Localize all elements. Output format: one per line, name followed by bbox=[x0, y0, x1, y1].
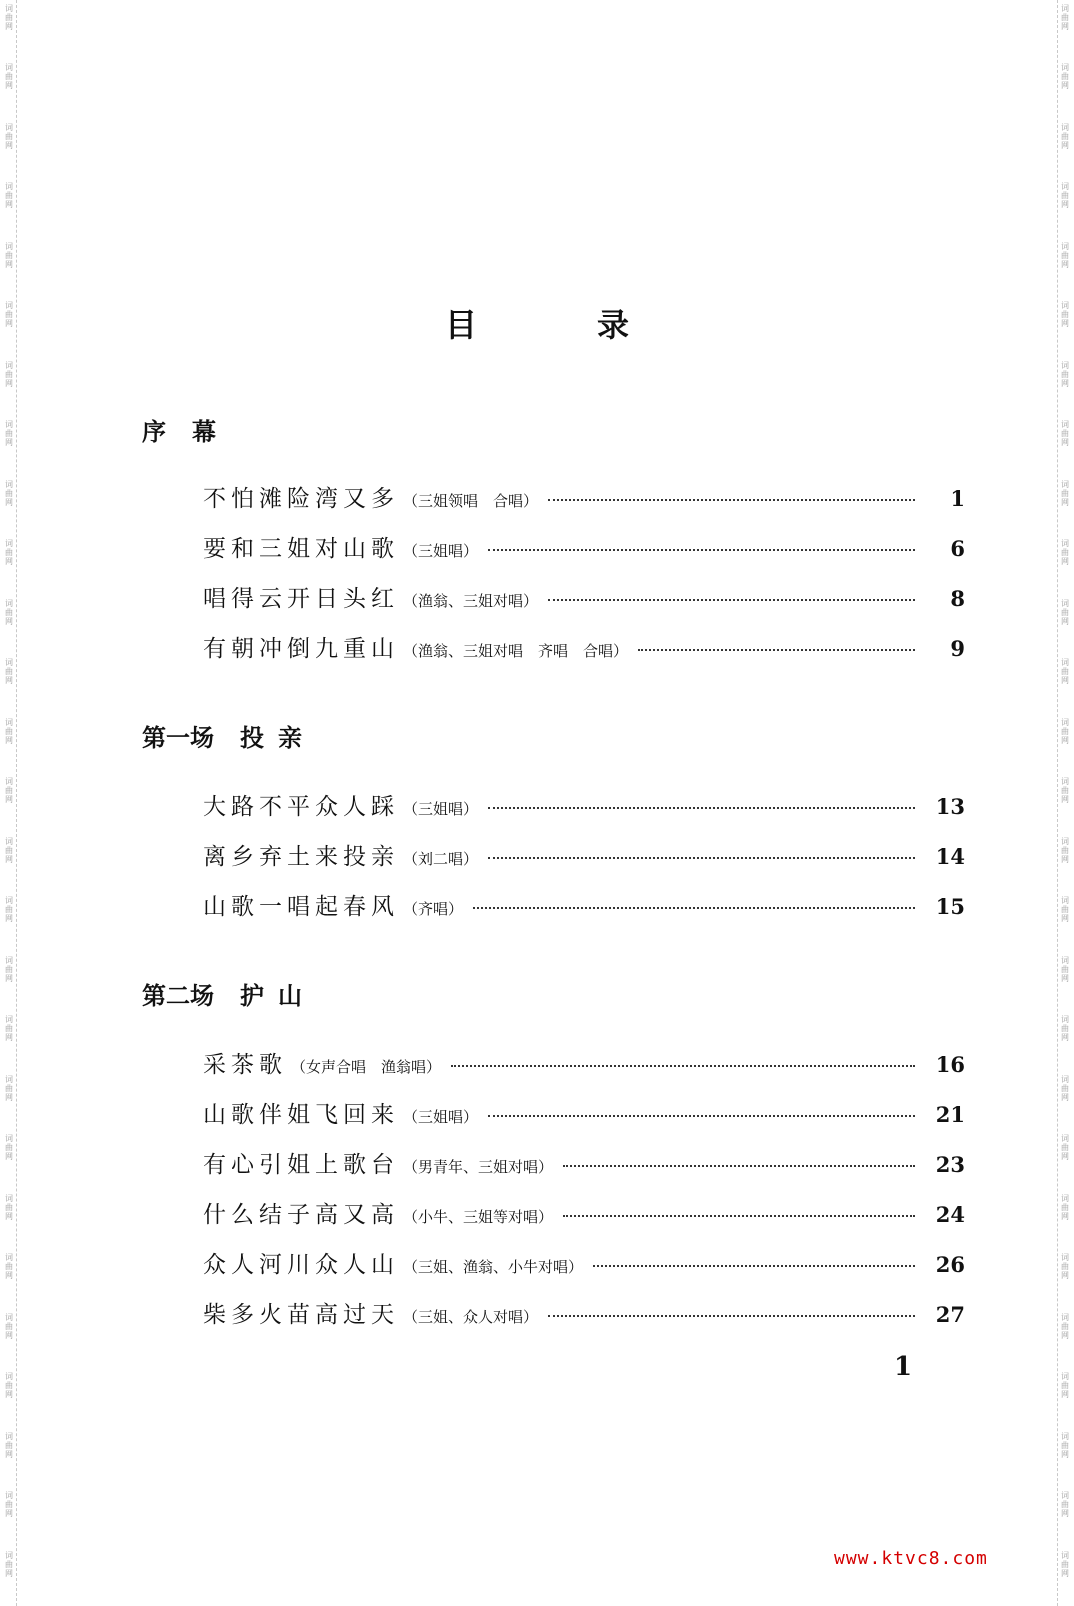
watermark-group bbox=[5, 1130, 13, 1189]
watermark-char: 曲 bbox=[5, 1262, 13, 1272]
watermark-group bbox=[1061, 1547, 1069, 1606]
watermark-char: 网 bbox=[5, 259, 13, 269]
watermark-group bbox=[1061, 1011, 1069, 1070]
watermark-char: 曲 bbox=[1061, 548, 1069, 558]
toc-entry bbox=[203, 1196, 965, 1228]
section-name: 投亲 bbox=[240, 724, 316, 752]
watermark-char: 词 bbox=[1061, 479, 1069, 489]
watermark-char: 词 bbox=[5, 122, 13, 132]
watermark-char: 曲 bbox=[1061, 1143, 1069, 1153]
watermark-char: 网 bbox=[5, 81, 13, 91]
watermark-char: 网 bbox=[5, 22, 13, 31]
watermark-char: 词 bbox=[1061, 241, 1069, 251]
watermark-char: 网 bbox=[1061, 616, 1069, 626]
watermark-char: 网 bbox=[1061, 378, 1069, 388]
section-name: 幕 bbox=[192, 418, 230, 446]
watermark-char: 曲 bbox=[1061, 1202, 1069, 1212]
section-label: 序 bbox=[142, 418, 166, 446]
watermark-group bbox=[1061, 238, 1069, 297]
watermark-group bbox=[5, 1368, 13, 1427]
leader-dots bbox=[638, 649, 915, 651]
title-char: 目 bbox=[444, 306, 477, 344]
watermark-char: 网 bbox=[5, 616, 13, 626]
watermark-char: 词 bbox=[5, 896, 13, 906]
page-number: 24 bbox=[935, 1202, 965, 1227]
toc-entry bbox=[203, 1046, 965, 1078]
watermark-group bbox=[1061, 595, 1069, 654]
watermark-char: 词 bbox=[1061, 598, 1069, 608]
watermark-char: 词 bbox=[5, 658, 13, 668]
watermark-group bbox=[1061, 714, 1069, 773]
watermark-char: 词 bbox=[1061, 717, 1069, 727]
song-note: （三姐、众人对唱） bbox=[403, 1308, 539, 1326]
watermark-char: 词 bbox=[1061, 301, 1069, 311]
watermark-char: 曲 bbox=[5, 726, 13, 736]
watermark-char: 词 bbox=[5, 1550, 13, 1560]
watermark-char: 网 bbox=[5, 378, 13, 388]
watermark-group bbox=[5, 535, 13, 594]
watermark-char: 网 bbox=[5, 1568, 13, 1578]
watermark-char: 网 bbox=[1061, 1390, 1069, 1400]
toc-entry bbox=[203, 838, 965, 870]
watermark-char: 曲 bbox=[1061, 726, 1069, 736]
watermark-char: 网 bbox=[5, 1509, 13, 1519]
watermark-group bbox=[1061, 1071, 1069, 1130]
watermark-char: 词 bbox=[5, 301, 13, 311]
watermark-char: 词 bbox=[5, 539, 13, 549]
leader-dots bbox=[488, 807, 915, 809]
watermark-group bbox=[1061, 1428, 1069, 1487]
leader-dots bbox=[488, 549, 915, 551]
watermark-char: 曲 bbox=[1061, 964, 1069, 974]
watermark-char: 词 bbox=[1061, 1193, 1069, 1203]
watermark-char: 曲 bbox=[5, 131, 13, 141]
section-heading bbox=[142, 976, 316, 1011]
watermark-char: 词 bbox=[5, 479, 13, 489]
watermark-char: 曲 bbox=[5, 1083, 13, 1093]
watermark-group bbox=[1061, 416, 1069, 475]
watermark-char: 词 bbox=[1061, 1134, 1069, 1144]
watermark-group bbox=[1061, 178, 1069, 237]
watermark-char: 网 bbox=[1061, 854, 1069, 864]
watermark-char: 曲 bbox=[5, 369, 13, 379]
watermark-char: 词 bbox=[1061, 182, 1069, 192]
watermark-char: 词 bbox=[5, 1491, 13, 1501]
song-title: 柴多火苗高过天 bbox=[203, 1302, 399, 1328]
page-title bbox=[0, 300, 1074, 346]
leader-dots bbox=[548, 499, 915, 501]
watermark-group bbox=[1061, 119, 1069, 178]
leader-dots bbox=[488, 1115, 915, 1117]
watermark-char: 网 bbox=[1061, 1271, 1069, 1281]
watermark-char: 词 bbox=[1061, 539, 1069, 549]
watermark-char: 网 bbox=[1061, 1330, 1069, 1340]
watermark-char: 词 bbox=[5, 1253, 13, 1263]
watermark-char: 曲 bbox=[5, 786, 13, 796]
song-note: （刘二唱） bbox=[403, 850, 479, 868]
watermark-group bbox=[1061, 1368, 1069, 1427]
leader-dots bbox=[563, 1165, 915, 1167]
watermark-group bbox=[5, 59, 13, 118]
page-number: 6 bbox=[950, 536, 965, 561]
toc-entry bbox=[203, 1296, 965, 1328]
song-note: （小牛、三姐等对唱） bbox=[403, 1208, 554, 1226]
toc-entry bbox=[203, 788, 965, 820]
folio-number: 1 bbox=[894, 1352, 913, 1382]
watermark-group bbox=[5, 476, 13, 535]
title-char: 录 bbox=[597, 306, 630, 344]
watermark-char: 曲 bbox=[5, 548, 13, 558]
watermark-char: 曲 bbox=[1061, 786, 1069, 796]
watermark-char: 词 bbox=[5, 1074, 13, 1084]
watermark-char: 网 bbox=[5, 1033, 13, 1043]
watermark-char: 词 bbox=[1061, 1074, 1069, 1084]
watermark-char: 曲 bbox=[5, 1202, 13, 1212]
watermark-group bbox=[5, 773, 13, 832]
watermark-char: 曲 bbox=[5, 845, 13, 855]
watermark-char: 网 bbox=[1061, 1211, 1069, 1221]
watermark-char: 网 bbox=[5, 497, 13, 507]
watermark-group bbox=[1061, 59, 1069, 118]
watermark-char: 曲 bbox=[5, 1500, 13, 1510]
watermark-group bbox=[5, 1428, 13, 1487]
watermark-char: 词 bbox=[5, 598, 13, 608]
page-number: 26 bbox=[935, 1252, 965, 1277]
watermark-group bbox=[5, 952, 13, 1011]
watermark-char: 曲 bbox=[5, 250, 13, 260]
watermark-char: 网 bbox=[1061, 676, 1069, 686]
watermark-char: 词 bbox=[1061, 896, 1069, 906]
page-number: 16 bbox=[935, 1052, 965, 1077]
watermark-group bbox=[1061, 1130, 1069, 1189]
watermark-char: 曲 bbox=[5, 1559, 13, 1569]
watermark-char: 网 bbox=[1061, 140, 1069, 150]
watermark-char: 词 bbox=[5, 4, 13, 13]
song-note: （三姐、渔翁、小牛对唱） bbox=[403, 1258, 584, 1276]
watermark-char: 网 bbox=[1061, 259, 1069, 269]
song-note: （三姐唱） bbox=[403, 800, 479, 818]
toc-entry bbox=[203, 630, 965, 662]
song-note: （三姐唱） bbox=[403, 542, 479, 560]
watermark-char: 曲 bbox=[5, 905, 13, 915]
watermark-char: 词 bbox=[5, 955, 13, 965]
watermark-char: 词 bbox=[1061, 122, 1069, 132]
watermark-char: 词 bbox=[5, 1015, 13, 1025]
watermark-group bbox=[1061, 952, 1069, 1011]
watermark-strip-left bbox=[2, 0, 17, 1606]
watermark-group bbox=[5, 0, 13, 59]
watermark-char: 词 bbox=[5, 360, 13, 370]
watermark-char: 词 bbox=[5, 241, 13, 251]
watermark-char: 词 bbox=[1061, 658, 1069, 668]
watermark-char: 曲 bbox=[1061, 131, 1069, 141]
watermark-group bbox=[1061, 1249, 1069, 1308]
watermark-char: 词 bbox=[1061, 420, 1069, 430]
watermark-char: 曲 bbox=[1061, 1262, 1069, 1272]
watermark-char: 词 bbox=[5, 1134, 13, 1144]
watermark-char: 网 bbox=[5, 1271, 13, 1281]
page-number: 13 bbox=[935, 794, 965, 819]
song-title: 什么结子高又高 bbox=[203, 1202, 399, 1228]
watermark-group bbox=[5, 892, 13, 951]
watermark-char: 曲 bbox=[1061, 429, 1069, 439]
watermark-group bbox=[5, 1190, 13, 1249]
leader-dots bbox=[563, 1215, 915, 1217]
watermark-char: 词 bbox=[1061, 1312, 1069, 1322]
song-note: （男青年、三姐对唱） bbox=[403, 1158, 554, 1176]
song-note: （三姐唱） bbox=[403, 1108, 479, 1126]
watermark-char: 网 bbox=[1061, 200, 1069, 210]
watermark-group bbox=[5, 595, 13, 654]
watermark-char: 曲 bbox=[1061, 369, 1069, 379]
watermark-char: 网 bbox=[1061, 1509, 1069, 1519]
watermark-char: 曲 bbox=[1061, 250, 1069, 260]
site-watermark: www.ktvc8.com bbox=[834, 1548, 988, 1569]
watermark-char: 词 bbox=[1061, 1253, 1069, 1263]
watermark-char: 词 bbox=[1061, 4, 1069, 13]
watermark-char: 网 bbox=[5, 1390, 13, 1400]
watermark-char: 词 bbox=[5, 63, 13, 73]
watermark-char: 网 bbox=[5, 140, 13, 150]
watermark-strip-right bbox=[1057, 0, 1072, 1606]
watermark-char: 曲 bbox=[5, 72, 13, 82]
song-title: 要和三姐对山歌 bbox=[203, 536, 399, 562]
watermark-group bbox=[5, 654, 13, 713]
watermark-char: 曲 bbox=[1061, 1083, 1069, 1093]
watermark-char: 曲 bbox=[5, 488, 13, 498]
watermark-char: 网 bbox=[5, 1152, 13, 1162]
toc-entry bbox=[203, 480, 965, 512]
watermark-char: 网 bbox=[5, 676, 13, 686]
watermark-char: 词 bbox=[5, 717, 13, 727]
watermark-group bbox=[1061, 773, 1069, 832]
song-title: 唱得云开日头红 bbox=[203, 586, 399, 612]
watermark-group bbox=[5, 1249, 13, 1308]
watermark-char: 词 bbox=[1061, 1372, 1069, 1382]
watermark-char: 曲 bbox=[5, 667, 13, 677]
toc-entry bbox=[203, 1096, 965, 1128]
song-title: 采茶歌 bbox=[203, 1052, 287, 1078]
watermark-char: 词 bbox=[1061, 63, 1069, 73]
watermark-char: 网 bbox=[5, 854, 13, 864]
page-number: 21 bbox=[935, 1102, 965, 1127]
watermark-char: 词 bbox=[1061, 1431, 1069, 1441]
watermark-char: 曲 bbox=[1061, 1440, 1069, 1450]
watermark-char: 网 bbox=[1061, 557, 1069, 567]
watermark-char: 曲 bbox=[1061, 667, 1069, 677]
toc-entry bbox=[203, 1146, 965, 1178]
watermark-char: 曲 bbox=[1061, 488, 1069, 498]
section-label: 第二场 bbox=[142, 982, 214, 1010]
song-title: 山歌一唱起春风 bbox=[203, 894, 399, 920]
song-note: （女声合唱 渔翁唱） bbox=[291, 1058, 442, 1076]
watermark-char: 词 bbox=[5, 1431, 13, 1441]
watermark-char: 网 bbox=[1061, 795, 1069, 805]
watermark-char: 网 bbox=[5, 1330, 13, 1340]
song-title: 众人河川众人山 bbox=[203, 1252, 399, 1278]
watermark-char: 词 bbox=[1061, 360, 1069, 370]
watermark-group bbox=[5, 1547, 13, 1606]
watermark-char: 曲 bbox=[1061, 1024, 1069, 1034]
leader-dots bbox=[451, 1065, 915, 1067]
section-name: 护山 bbox=[240, 982, 316, 1010]
watermark-group bbox=[1061, 833, 1069, 892]
watermark-group bbox=[1061, 654, 1069, 713]
watermark-char: 网 bbox=[5, 557, 13, 567]
watermark-char: 网 bbox=[5, 1211, 13, 1221]
watermark-char: 网 bbox=[1061, 22, 1069, 31]
section-heading bbox=[142, 718, 316, 753]
watermark-char: 曲 bbox=[5, 1143, 13, 1153]
watermark-char: 曲 bbox=[5, 607, 13, 617]
watermark-char: 网 bbox=[5, 438, 13, 448]
watermark-group bbox=[5, 238, 13, 297]
watermark-group bbox=[1061, 357, 1069, 416]
toc-entry bbox=[203, 1246, 965, 1278]
watermark-char: 网 bbox=[5, 1092, 13, 1102]
watermark-char: 曲 bbox=[1061, 845, 1069, 855]
watermark-char: 曲 bbox=[5, 1381, 13, 1391]
watermark-char: 网 bbox=[1061, 735, 1069, 745]
watermark-group bbox=[5, 1309, 13, 1368]
toc-entry bbox=[203, 888, 965, 920]
watermark-group bbox=[1061, 535, 1069, 594]
page-number: 14 bbox=[935, 844, 965, 869]
watermark-char: 曲 bbox=[1061, 607, 1069, 617]
watermark-char: 曲 bbox=[1061, 1381, 1069, 1391]
toc-entry bbox=[203, 580, 965, 612]
watermark-group bbox=[5, 1071, 13, 1130]
section-heading bbox=[142, 412, 230, 447]
watermark-group bbox=[1061, 1190, 1069, 1249]
song-title: 有心引姐上歌台 bbox=[203, 1152, 399, 1178]
song-title: 山歌伴姐飞回来 bbox=[203, 1102, 399, 1128]
watermark-char: 网 bbox=[5, 200, 13, 210]
watermark-char: 网 bbox=[1061, 1449, 1069, 1459]
watermark-group bbox=[5, 833, 13, 892]
watermark-group bbox=[5, 357, 13, 416]
leader-dots bbox=[593, 1265, 915, 1267]
watermark-group bbox=[1061, 476, 1069, 535]
section-label: 第一场 bbox=[142, 724, 214, 752]
watermark-char: 词 bbox=[1061, 836, 1069, 846]
page-number: 9 bbox=[950, 636, 965, 661]
song-note: （渔翁、三姐对唱 齐唱 合唱） bbox=[403, 642, 629, 660]
watermark-char: 网 bbox=[5, 914, 13, 924]
watermark-char: 词 bbox=[5, 182, 13, 192]
watermark-group bbox=[5, 1487, 13, 1546]
watermark-char: 网 bbox=[1061, 914, 1069, 924]
watermark-char: 网 bbox=[1061, 438, 1069, 448]
watermark-group bbox=[5, 119, 13, 178]
toc-entry bbox=[203, 530, 965, 562]
watermark-char: 网 bbox=[5, 1449, 13, 1459]
song-note: （渔翁、三姐对唱） bbox=[403, 592, 539, 610]
watermark-group bbox=[1061, 1487, 1069, 1546]
watermark-char: 网 bbox=[5, 973, 13, 983]
watermark-char: 曲 bbox=[1061, 310, 1069, 320]
watermark-group bbox=[5, 416, 13, 475]
song-title: 离乡弃土来投亲 bbox=[203, 844, 399, 870]
leader-dots bbox=[473, 907, 915, 909]
watermark-char: 曲 bbox=[5, 191, 13, 201]
watermark-char: 网 bbox=[1061, 1092, 1069, 1102]
watermark-char: 网 bbox=[1061, 497, 1069, 507]
watermark-char: 网 bbox=[5, 735, 13, 745]
watermark-char: 网 bbox=[5, 795, 13, 805]
page-number: 23 bbox=[935, 1152, 965, 1177]
page-number: 27 bbox=[935, 1302, 965, 1327]
page-number: 15 bbox=[935, 894, 965, 919]
watermark-group bbox=[5, 1011, 13, 1070]
leader-dots bbox=[488, 857, 915, 859]
watermark-char: 词 bbox=[5, 420, 13, 430]
song-note: （三姐领唱 合唱） bbox=[403, 492, 539, 510]
watermark-char: 曲 bbox=[5, 1440, 13, 1450]
watermark-char: 词 bbox=[1061, 955, 1069, 965]
watermark-char: 词 bbox=[1061, 777, 1069, 787]
watermark-char: 曲 bbox=[5, 310, 13, 320]
watermark-char: 曲 bbox=[1061, 72, 1069, 82]
watermark-group bbox=[1061, 0, 1069, 59]
song-title: 有朝冲倒九重山 bbox=[203, 636, 399, 662]
watermark-char: 网 bbox=[1061, 81, 1069, 91]
watermark-char: 曲 bbox=[5, 429, 13, 439]
song-title: 不怕滩险湾又多 bbox=[203, 486, 399, 512]
watermark-char: 词 bbox=[5, 1372, 13, 1382]
watermark-char: 曲 bbox=[5, 1024, 13, 1034]
watermark-char: 曲 bbox=[1061, 13, 1069, 22]
watermark-char: 网 bbox=[1061, 1568, 1069, 1578]
watermark-char: 曲 bbox=[1061, 905, 1069, 915]
watermark-char: 网 bbox=[1061, 973, 1069, 983]
watermark-char: 词 bbox=[5, 1193, 13, 1203]
song-note: （齐唱） bbox=[403, 900, 464, 918]
page-number: 8 bbox=[950, 586, 965, 611]
watermark-group bbox=[5, 178, 13, 237]
watermark-char: 词 bbox=[1061, 1550, 1069, 1560]
watermark-char: 曲 bbox=[5, 964, 13, 974]
watermark-char: 词 bbox=[5, 777, 13, 787]
watermark-char: 曲 bbox=[1061, 1500, 1069, 1510]
watermark-group bbox=[1061, 1309, 1069, 1368]
watermark-char: 曲 bbox=[5, 1321, 13, 1331]
leader-dots bbox=[548, 1315, 915, 1317]
watermark-char: 网 bbox=[1061, 319, 1069, 329]
watermark-char: 词 bbox=[5, 1312, 13, 1322]
page-number: 1 bbox=[950, 486, 965, 511]
watermark-char: 网 bbox=[1061, 1152, 1069, 1162]
watermark-char: 网 bbox=[1061, 1033, 1069, 1043]
watermark-char: 曲 bbox=[5, 13, 13, 22]
watermark-group bbox=[1061, 892, 1069, 951]
song-title: 大路不平众人踩 bbox=[203, 794, 399, 820]
watermark-char: 词 bbox=[5, 836, 13, 846]
leader-dots bbox=[548, 599, 915, 601]
watermark-char: 曲 bbox=[1061, 191, 1069, 201]
watermark-char: 词 bbox=[1061, 1015, 1069, 1025]
watermark-char: 曲 bbox=[1061, 1321, 1069, 1331]
watermark-char: 网 bbox=[5, 319, 13, 329]
watermark-char: 曲 bbox=[1061, 1559, 1069, 1569]
watermark-group bbox=[5, 714, 13, 773]
watermark-char: 词 bbox=[1061, 1491, 1069, 1501]
